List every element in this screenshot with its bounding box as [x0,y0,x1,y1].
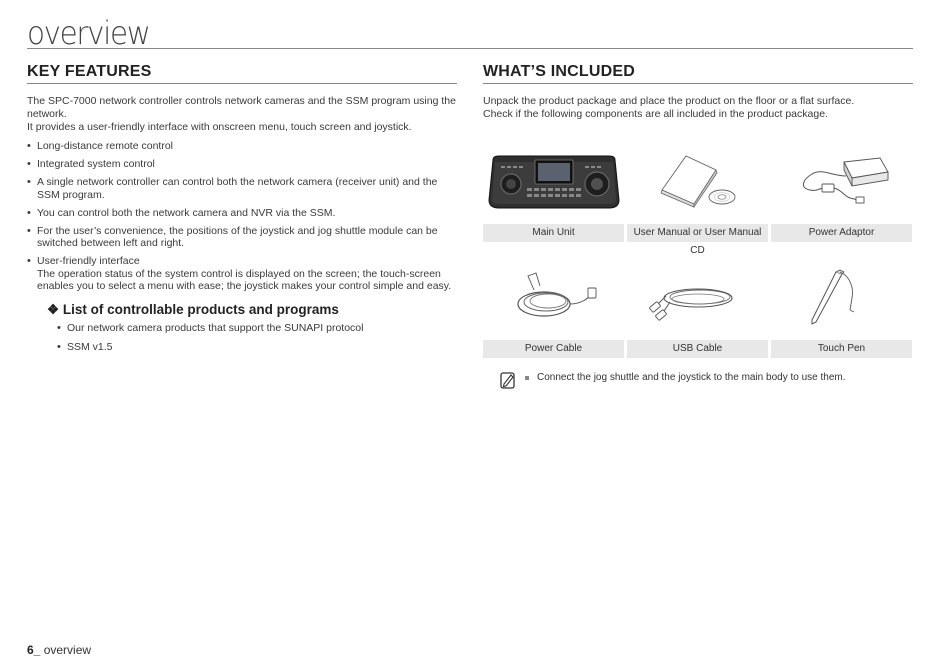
chapter-title: overview [27,14,150,52]
feature-item: • A single network controller can control both the network camera (receiver unit) and the SSM program. [27,176,457,201]
component-touch-pen [771,258,912,354]
key-features-section [27,63,457,360]
component-main-unit [483,142,624,238]
whats-included-intro-1: Unpack the product package and place the product on the floor or a flat surface. [483,95,855,107]
component-label: USB Cable [627,340,768,358]
note-bullet-square [525,376,529,380]
component-power-cable [483,258,624,354]
component-label: Power Adaptor [771,224,912,242]
feature-item: • Integrated system control [27,158,457,171]
component-user-manual [627,142,768,256]
manual-cd-icon [627,142,768,222]
page-footer [27,643,91,657]
whats-included-title: WHAT’S INCLUDED [483,63,913,84]
top-rule [27,48,913,49]
list-item: • Our network camera products that support the SUNAPI protocol [57,322,457,335]
note-text: Connect the jog shuttle and the joystick to the main body to use them. [537,372,846,383]
list-item: • SSM v1.5 [57,341,457,354]
note-pencil-icon [500,371,516,389]
component-label: Touch Pen [771,340,912,358]
controller-icon [483,142,624,222]
whats-included-section [483,63,913,121]
component-label: User Manual or User Manual CD [627,224,768,242]
note [500,370,900,390]
component-label: Main Unit [483,224,624,242]
whats-included-intro-2: Check if the following components are all included in the product package. [483,108,828,120]
diamond-symbol-icon: ❖ [47,301,60,317]
footer-label: overview [43,643,92,657]
feature-item: • You can control both the network camera and NVR via the SSM. [27,207,457,220]
controllable-products-list [57,322,457,354]
feature-item: • Long-distance remote control [27,140,457,153]
touch-pen-icon [771,258,912,338]
key-features-title: KEY FEATURES [27,63,457,84]
component-usb-cable [627,258,768,354]
controllable-products-title: ❖ List of controllable products and programs [47,301,339,317]
feature-item-description: The operation status of the system control is displayed on the screen; the touch-screen enables you to select a menu with ease; the joystick makes your control simple and easy. [37,267,452,292]
key-features-intro-1: The SPC-7000 network controller controls network cameras and the SSM program using the network. [27,95,456,120]
key-features-intro-2: It provides a user-friendly interface with onscreen menu, touch screen and joystick. [27,121,412,133]
page-number: 6_ [27,643,41,657]
power-adaptor-icon [771,142,912,222]
feature-list [27,140,457,293]
feature-item: • For the user’s convenience, the positions of the joystick and jog shuttle module can be switched between left and right. [27,225,457,250]
component-power-adaptor [771,142,912,238]
component-label: Power Cable [483,340,624,358]
usb-cable-icon [627,258,768,338]
feature-item: • User-friendly interface The operation status of the system control is displayed on the screen; the touch-screen enables you to select a menu with ease; the joystick makes your control simple and easy. [27,255,457,293]
power-cable-icon [483,258,624,338]
